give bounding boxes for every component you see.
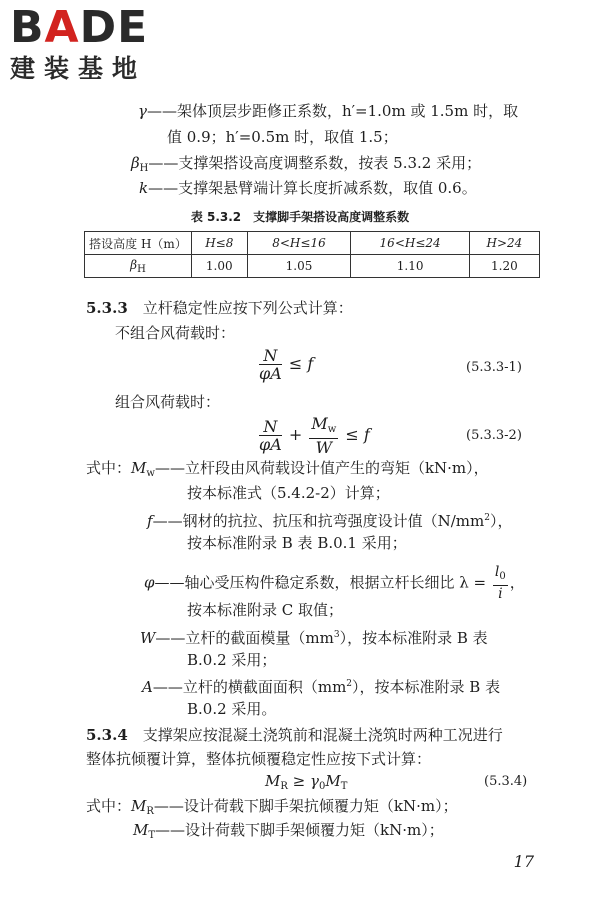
table-header-cell: 8<H≤16 bbox=[247, 232, 351, 255]
formula-534-rhs-sub: T bbox=[340, 781, 348, 792]
table-row-label bbox=[85, 255, 192, 278]
formula-5331-relation: ≤ bbox=[288, 354, 303, 373]
table-header-cell: 16<H≤24 bbox=[351, 232, 469, 255]
table-cell: 1.05 bbox=[247, 255, 351, 278]
height-adjustment-table bbox=[84, 231, 540, 278]
def-phi-l-sub: 0 bbox=[499, 571, 506, 582]
equation-number-534: (5.3.4) bbox=[484, 774, 528, 789]
def-beta-line bbox=[131, 153, 481, 179]
formula-5331-numerator: N bbox=[259, 347, 282, 365]
def-a-sup: 2 bbox=[346, 679, 353, 689]
formula-5332-relation: ≤ bbox=[345, 425, 359, 444]
formula-534 bbox=[265, 772, 347, 792]
formula-534-coef-sub: 0 bbox=[319, 781, 326, 792]
def-k-text: 支撑架悬臂端计算长度折减系数，取值 0.6。 bbox=[178, 179, 477, 197]
def-f-text1a: 钢材的抗拉、抗压和抗弯强度设计值（N/mm bbox=[182, 512, 485, 530]
section-534-text2: 整体抗倾覆计算，整体抗倾覆稳定性应按下式计算： bbox=[86, 750, 432, 768]
def-beta-dash: —— bbox=[148, 154, 179, 172]
def-a-dash: —— bbox=[152, 678, 183, 696]
table-cell: 1.20 bbox=[469, 255, 539, 278]
logo-letter-a: A bbox=[44, 2, 80, 53]
def-phi-denominator: i bbox=[498, 586, 503, 602]
formula-534-relation: ≥ bbox=[292, 772, 306, 790]
def-mt-dash: —— bbox=[155, 821, 186, 839]
table-caption: 表 5.3.2 支撑脚手架搭设高度调整系数 bbox=[190, 210, 410, 224]
def-mw-sub: w bbox=[146, 468, 155, 479]
formula-5332 bbox=[257, 415, 370, 456]
def-f-symbol: f bbox=[147, 512, 153, 530]
formula-5332-denominator1: φA bbox=[259, 435, 282, 454]
def-mr-text: 设计荷载下脚手架抗倾覆力矩（kN·m）； bbox=[183, 797, 458, 815]
formula-534-lhs: M bbox=[265, 772, 281, 790]
formula-5332-m-sub: w bbox=[327, 424, 337, 435]
def-phi-tail: ， bbox=[509, 573, 525, 592]
def-beta-symbol-sub: H bbox=[139, 163, 149, 174]
def-f-text1b: ）， bbox=[489, 512, 513, 530]
equation-number-5331: (5.3.3-1) bbox=[466, 360, 522, 375]
def-w-dash: —— bbox=[155, 629, 186, 647]
def-mr-symbol: M bbox=[131, 797, 147, 815]
def-k-line bbox=[139, 178, 477, 198]
def-f-line1 bbox=[147, 508, 512, 531]
table-header-cell: H≤8 bbox=[192, 232, 248, 255]
case2-label: 组合风荷载时： bbox=[115, 393, 221, 411]
def-phi-symbol: φ bbox=[144, 573, 155, 592]
formula-534-rhs: M bbox=[325, 772, 341, 790]
def-mt-text: 设计荷载下脚手架倾覆力矩（kN·m）； bbox=[185, 821, 444, 839]
section-533-title: 立杆稳定性应按下列公式计算： bbox=[142, 299, 353, 317]
brand-logo bbox=[10, 2, 180, 88]
formula-5332-fraction2 bbox=[309, 415, 338, 456]
section-534-text1: 支撑架应按混凝土浇筑前和混凝土浇筑时两种工况进行 bbox=[142, 726, 503, 744]
def-mt-line bbox=[133, 820, 444, 846]
def-f-sup: 2 bbox=[484, 513, 490, 523]
equation-number-5332: (5.3.3-2) bbox=[466, 428, 522, 443]
formula-534-coef: γ bbox=[310, 772, 319, 790]
table-header-row bbox=[85, 232, 540, 255]
section-534-number: 5.3.4 bbox=[86, 726, 128, 744]
def-w-text2: B.0.2 采用； bbox=[187, 651, 277, 669]
table-header-cell: H>24 bbox=[469, 232, 539, 255]
row-label-symbol: β bbox=[130, 257, 138, 272]
def-mw-symbol: M bbox=[131, 459, 147, 477]
table-cell: 1.00 bbox=[192, 255, 248, 278]
formula-5332-m: M bbox=[311, 414, 328, 433]
def-beta-text: 支撑架搭设高度调整系数，按表 5.3.2 采用； bbox=[178, 154, 482, 172]
formula-5331-fraction bbox=[259, 347, 282, 382]
def-f-text2: 按本标准附录 B 表 B.0.1 采用； bbox=[187, 534, 407, 552]
formula-5332-rhs: f bbox=[363, 425, 370, 444]
formula-5331 bbox=[257, 347, 313, 382]
def-phi-l: l bbox=[494, 564, 500, 580]
def-gamma-dash: —— bbox=[146, 102, 177, 120]
table-row bbox=[85, 255, 540, 278]
def-phi-fraction bbox=[493, 564, 508, 603]
def-mr-dash: —— bbox=[153, 797, 184, 815]
def-mt-symbol: M bbox=[133, 821, 149, 839]
def-a-line1 bbox=[142, 674, 500, 697]
where-label-534: 式中： bbox=[86, 797, 132, 815]
def-w-text1b: ），按本标准附录 B 表 bbox=[339, 629, 488, 647]
logo-letters-de: DE bbox=[79, 2, 149, 53]
formula-534-lhs-sub: R bbox=[280, 781, 288, 792]
def-gamma-symbol: γ bbox=[138, 102, 147, 120]
def-w-sup: 3 bbox=[333, 630, 340, 640]
def-phi-text2: 按本标准附录 C 取值； bbox=[187, 601, 344, 619]
def-phi-line1 bbox=[144, 564, 525, 603]
page-number: 17 bbox=[513, 852, 534, 871]
def-mw-dash: —— bbox=[154, 459, 185, 477]
def-w-symbol: W bbox=[140, 629, 156, 647]
def-beta-symbol: β bbox=[131, 154, 140, 172]
def-w-text1a: 立杆的截面模量（mm bbox=[185, 629, 334, 647]
def-w-line1 bbox=[140, 625, 488, 648]
def-gamma-text1: 架体顶层步距修正系数，h′=1.0m 或 1.5m 时，取 bbox=[176, 102, 519, 120]
where-label-533: 式中： bbox=[86, 459, 132, 477]
def-mr-sub: R bbox=[146, 806, 154, 817]
def-a-text1b: ），按本标准附录 B 表 bbox=[352, 678, 501, 696]
def-gamma-line1 bbox=[138, 101, 518, 121]
formula-5331-rhs: f bbox=[307, 354, 314, 373]
formula-5332-plus: + bbox=[288, 425, 303, 444]
def-phi-numerator bbox=[493, 564, 508, 586]
section-533-number: 5.3.3 bbox=[86, 299, 128, 317]
def-phi-text1: 轴心受压构件稳定系数，根据立杆长细比 λ = bbox=[184, 573, 487, 592]
section-533-heading bbox=[86, 298, 353, 318]
table-cell: 1.10 bbox=[351, 255, 469, 278]
def-a-symbol: A bbox=[142, 678, 153, 696]
formula-5332-denominator2: W bbox=[315, 438, 333, 457]
formula-5332-numerator2 bbox=[309, 415, 338, 439]
def-gamma-text2: 值 0.9；h′=0.5m 时，取值 1.5； bbox=[167, 128, 398, 146]
def-mw-text1: 立杆段由风荷载设计值产生的弯矩（kN·m）， bbox=[184, 459, 489, 477]
def-k-dash: —— bbox=[148, 179, 179, 197]
logo-subtitle: 建装基地 bbox=[10, 54, 147, 83]
case1-label: 不组合风荷载时： bbox=[115, 324, 236, 342]
def-mw-text2: 按本标准式（5.4.2-2）计算； bbox=[187, 484, 390, 502]
def-mw-line1 bbox=[86, 458, 489, 484]
logo-letter-b: B bbox=[10, 2, 45, 53]
def-f-dash: —— bbox=[152, 512, 183, 530]
formula-5332-numerator1: N bbox=[259, 418, 282, 436]
row-label-sub: H bbox=[137, 263, 146, 275]
section-534-line1 bbox=[86, 725, 503, 745]
logo-wordmark bbox=[10, 2, 180, 53]
def-mr-line bbox=[86, 796, 458, 822]
def-mt-sub: T bbox=[148, 830, 156, 841]
table-header-cell: 搭设高度 H（m） bbox=[85, 232, 192, 255]
formula-5331-denominator: φA bbox=[259, 364, 282, 383]
def-phi-dash: —— bbox=[154, 573, 185, 592]
def-a-text2: B.0.2 采用。 bbox=[187, 700, 277, 718]
formula-5332-fraction1 bbox=[259, 418, 282, 453]
def-a-text1a: 立杆的横截面面积（mm bbox=[182, 678, 347, 696]
def-k-symbol: k bbox=[139, 179, 149, 197]
